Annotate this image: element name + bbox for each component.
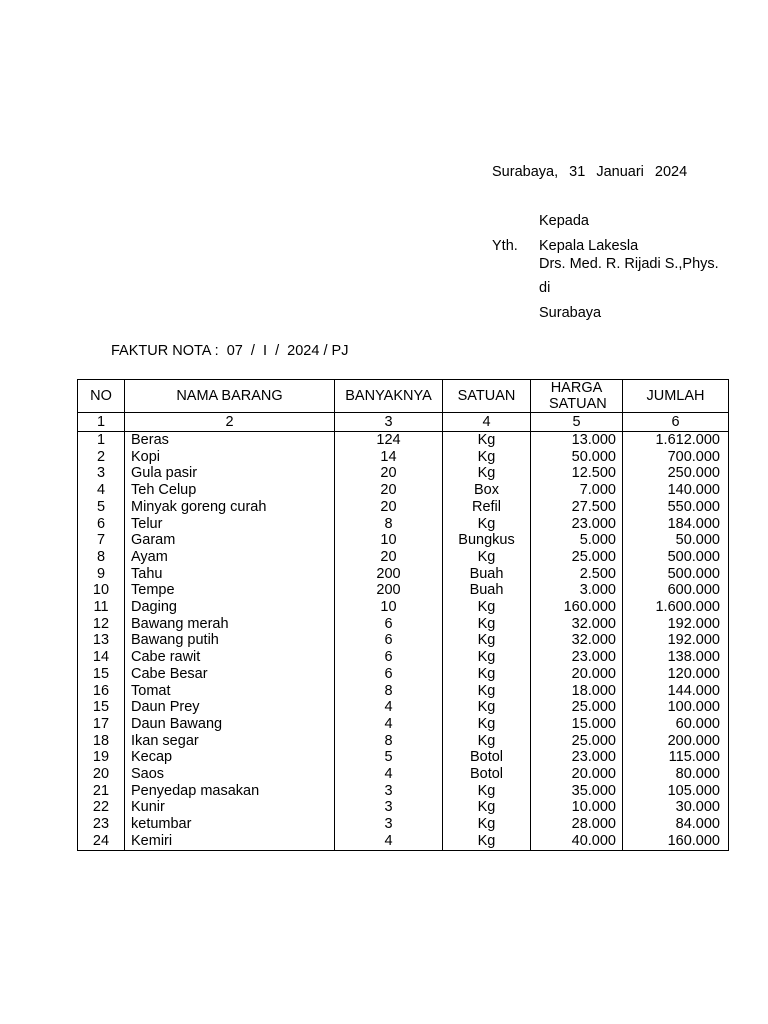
row-number: 24 [78, 833, 125, 850]
table-row [78, 549, 729, 566]
item-quantity: 8 [335, 683, 443, 700]
row-number: 7 [78, 532, 125, 549]
table-header-row [78, 380, 729, 413]
item-unit: Kg [443, 783, 531, 800]
row-number: 10 [78, 582, 125, 599]
item-total: 250.000 [623, 465, 729, 482]
item-quantity: 200 [335, 566, 443, 583]
item-unit-price: 2.500 [531, 566, 623, 583]
item-unit-price: 25.000 [531, 699, 623, 716]
column-number: 5 [531, 413, 623, 432]
table-row [78, 532, 729, 549]
item-total: 140.000 [623, 482, 729, 499]
item-unit-price: 18.000 [531, 683, 623, 700]
table-row [78, 749, 729, 766]
item-unit: Kg [443, 833, 531, 850]
recipient-preposition: di [539, 280, 551, 296]
column-header-name: NAMA BARANG [125, 380, 335, 413]
row-number: 14 [78, 649, 125, 666]
row-number: 23 [78, 816, 125, 833]
table-row [78, 699, 729, 716]
item-unit: Kg [443, 516, 531, 533]
item-quantity: 20 [335, 499, 443, 516]
item-name: Saos [125, 766, 335, 783]
item-unit-price: 23.000 [531, 649, 623, 666]
item-total: 144.000 [623, 683, 729, 700]
table-row [78, 632, 729, 649]
item-name: Bawang merah [125, 616, 335, 633]
table-row [78, 733, 729, 750]
row-number: 13 [78, 632, 125, 649]
item-unit-price: 15.000 [531, 716, 623, 733]
row-number: 8 [78, 549, 125, 566]
recipient-city: Surabaya [539, 305, 602, 321]
table-body [78, 432, 729, 851]
item-total: 200.000 [623, 733, 729, 750]
item-unit-price: 28.000 [531, 816, 623, 833]
item-name: Ikan segar [125, 733, 335, 750]
row-number: 3 [78, 465, 125, 482]
item-quantity: 14 [335, 449, 443, 466]
row-number: 19 [78, 749, 125, 766]
item-name: Garam [125, 532, 335, 549]
item-unit: Botol [443, 749, 531, 766]
item-total: 100.000 [623, 699, 729, 716]
invoice-label: FAKTUR NOTA : [111, 343, 219, 359]
item-unit-price: 25.000 [531, 549, 623, 566]
row-number: 1 [78, 432, 125, 449]
column-number-row [78, 413, 729, 432]
table-row [78, 449, 729, 466]
item-quantity: 4 [335, 766, 443, 783]
item-quantity: 3 [335, 799, 443, 816]
item-total: 192.000 [623, 632, 729, 649]
item-unit-price: 20.000 [531, 766, 623, 783]
table-row [78, 499, 729, 516]
item-unit-price: 32.000 [531, 616, 623, 633]
table-row [78, 432, 729, 449]
row-number: 17 [78, 716, 125, 733]
item-unit: Kg [443, 816, 531, 833]
item-unit: Kg [443, 666, 531, 683]
item-unit-price: 27.500 [531, 499, 623, 516]
item-name: Tomat [125, 683, 335, 700]
invoice-number-line [111, 343, 348, 359]
row-number: 15 [78, 699, 125, 716]
item-total: 80.000 [623, 766, 729, 783]
table-row [78, 766, 729, 783]
item-total: 500.000 [623, 566, 729, 583]
row-number: 18 [78, 733, 125, 750]
table-row [78, 833, 729, 850]
item-total: 1.600.000 [623, 599, 729, 616]
item-unit: Kg [443, 599, 531, 616]
item-unit-price: 160.000 [531, 599, 623, 616]
item-unit: Kg [443, 683, 531, 700]
row-number: 22 [78, 799, 125, 816]
table-row [78, 465, 729, 482]
column-header-qty: BANYAKNYA [335, 380, 443, 413]
item-quantity: 4 [335, 699, 443, 716]
item-total: 550.000 [623, 499, 729, 516]
row-number: 2 [78, 449, 125, 466]
item-quantity: 20 [335, 465, 443, 482]
table-row [78, 666, 729, 683]
item-unit: Botol [443, 766, 531, 783]
table-row [78, 716, 729, 733]
item-total: 115.000 [623, 749, 729, 766]
item-total: 600.000 [623, 582, 729, 599]
column-header-unit: SATUAN [443, 380, 531, 413]
item-name: Minyak goreng curah [125, 499, 335, 516]
item-unit: Box [443, 482, 531, 499]
item-unit: Buah [443, 582, 531, 599]
item-unit: Kg [443, 549, 531, 566]
item-name: Daun Bawang [125, 716, 335, 733]
row-number: 5 [78, 499, 125, 516]
item-total: 120.000 [623, 666, 729, 683]
table-row [78, 516, 729, 533]
item-unit: Kg [443, 649, 531, 666]
item-unit-price: 20.000 [531, 666, 623, 683]
item-unit: Kg [443, 616, 531, 633]
item-unit: Kg [443, 699, 531, 716]
recipient-salutation: Yth. [492, 238, 518, 254]
item-quantity: 6 [335, 666, 443, 683]
item-unit: Kg [443, 799, 531, 816]
date-month: Januari [596, 164, 644, 180]
row-number: 12 [78, 616, 125, 633]
table-row [78, 783, 729, 800]
item-name: Kunir [125, 799, 335, 816]
item-unit-price: 5.000 [531, 532, 623, 549]
item-name: Bawang putih [125, 632, 335, 649]
letter-date [492, 164, 687, 180]
item-total: 30.000 [623, 799, 729, 816]
recipient-heading: Kepada [539, 213, 589, 229]
item-name: Kemiri [125, 833, 335, 850]
item-name: Kecap [125, 749, 335, 766]
date-day: 31 [569, 164, 586, 180]
item-unit-price: 25.000 [531, 733, 623, 750]
table-row [78, 683, 729, 700]
invoice-number: 07 / I / 2024 / PJ [226, 343, 349, 359]
column-number: 2 [125, 413, 335, 432]
item-unit: Kg [443, 733, 531, 750]
item-unit: Kg [443, 716, 531, 733]
item-total: 184.000 [623, 516, 729, 533]
item-quantity: 4 [335, 833, 443, 850]
item-name: Cabe rawit [125, 649, 335, 666]
item-unit-price: 7.000 [531, 482, 623, 499]
item-total: 700.000 [623, 449, 729, 466]
row-number: 6 [78, 516, 125, 533]
item-name: Telur [125, 516, 335, 533]
item-total: 50.000 [623, 532, 729, 549]
item-total: 1.612.000 [623, 432, 729, 449]
row-number: 11 [78, 599, 125, 616]
table-row [78, 799, 729, 816]
item-unit-price: 10.000 [531, 799, 623, 816]
item-quantity: 5 [335, 749, 443, 766]
row-number: 4 [78, 482, 125, 499]
table-row [78, 566, 729, 583]
table-row [78, 582, 729, 599]
item-quantity: 124 [335, 432, 443, 449]
table-row [78, 482, 729, 499]
column-number: 1 [78, 413, 125, 432]
table-row [78, 816, 729, 833]
item-quantity: 8 [335, 516, 443, 533]
item-name: Beras [125, 432, 335, 449]
item-name: Kopi [125, 449, 335, 466]
column-header-price: HARGA SATUAN [531, 380, 623, 413]
item-quantity: 4 [335, 716, 443, 733]
item-name: Tahu [125, 566, 335, 583]
item-total: 84.000 [623, 816, 729, 833]
item-quantity: 3 [335, 816, 443, 833]
item-total: 105.000 [623, 783, 729, 800]
item-unit-price: 23.000 [531, 516, 623, 533]
item-name: Daun Prey [125, 699, 335, 716]
item-unit-price: 50.000 [531, 449, 623, 466]
column-number: 3 [335, 413, 443, 432]
item-quantity: 6 [335, 649, 443, 666]
item-unit: Kg [443, 632, 531, 649]
item-unit-price: 13.000 [531, 432, 623, 449]
item-name: Gula pasir [125, 465, 335, 482]
item-total: 60.000 [623, 716, 729, 733]
item-total: 500.000 [623, 549, 729, 566]
table-row [78, 616, 729, 633]
item-quantity: 6 [335, 632, 443, 649]
item-unit-price: 23.000 [531, 749, 623, 766]
item-quantity: 6 [335, 616, 443, 633]
item-name: Penyedap masakan [125, 783, 335, 800]
item-total: 138.000 [623, 649, 729, 666]
column-number: 6 [623, 413, 729, 432]
item-name: Tempe [125, 582, 335, 599]
row-number: 9 [78, 566, 125, 583]
item-unit: Kg [443, 432, 531, 449]
item-name: Ayam [125, 549, 335, 566]
table-row [78, 649, 729, 666]
item-quantity: 10 [335, 599, 443, 616]
item-name: Daging [125, 599, 335, 616]
recipient-line-1: Kepala Lakesla [539, 238, 639, 254]
item-total: 192.000 [623, 616, 729, 633]
column-header-no: NO [78, 380, 125, 413]
item-name: ketumbar [125, 816, 335, 833]
item-quantity: 10 [335, 532, 443, 549]
item-unit-price: 3.000 [531, 582, 623, 599]
item-unit: Refil [443, 499, 531, 516]
table-row [78, 599, 729, 616]
row-number: 15 [78, 666, 125, 683]
item-quantity: 8 [335, 733, 443, 750]
item-unit: Kg [443, 465, 531, 482]
recipient-line-2: Drs. Med. R. Rijadi S.,Phys. [539, 256, 719, 272]
row-number: 21 [78, 783, 125, 800]
item-quantity: 20 [335, 549, 443, 566]
column-header-total: JUMLAH [623, 380, 729, 413]
item-unit-price: 35.000 [531, 783, 623, 800]
item-unit: Kg [443, 449, 531, 466]
item-total: 160.000 [623, 833, 729, 850]
item-unit-price: 12.500 [531, 465, 623, 482]
item-quantity: 200 [335, 582, 443, 599]
column-number: 4 [443, 413, 531, 432]
item-name: Cabe Besar [125, 666, 335, 683]
row-number: 20 [78, 766, 125, 783]
item-unit-price: 32.000 [531, 632, 623, 649]
item-name: Teh Celup [125, 482, 335, 499]
item-quantity: 20 [335, 482, 443, 499]
date-city: Surabaya, [492, 164, 559, 180]
item-unit: Bungkus [443, 532, 531, 549]
date-year: 2024 [654, 164, 688, 180]
item-unit-price: 40.000 [531, 833, 623, 850]
item-unit: Buah [443, 566, 531, 583]
invoice-table [77, 379, 729, 851]
item-quantity: 3 [335, 783, 443, 800]
row-number: 16 [78, 683, 125, 700]
